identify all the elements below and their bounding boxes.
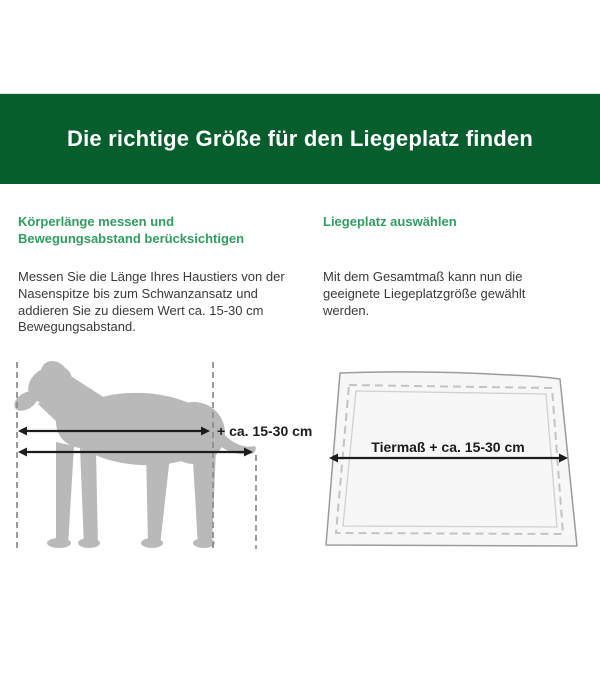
movement-allowance-label: + ca. 15-30 cm	[217, 423, 313, 439]
right-body-line-1: Mit dem Gesamtmaß kann nun die	[323, 269, 523, 284]
left-heading-line-2: Bewegungsabstand berücksichtigen	[18, 231, 245, 246]
right-column-heading	[323, 213, 583, 230]
right-column-body	[323, 269, 585, 319]
left-column-heading	[18, 213, 298, 247]
left-heading-line-1: Körperlänge messen und	[18, 214, 175, 229]
right-body-line-2: geeignete Liegeplatzgröße gewählt	[323, 285, 526, 301]
mat-size-label: Tiermaß + ca. 15-30 cm	[371, 439, 525, 455]
mat-size-diagram	[310, 355, 590, 565]
left-body-line-4: Bewegungsabstand.	[18, 319, 136, 335]
dog-measure-diagram	[10, 358, 270, 558]
right-heading-line-1: Liegeplatz auswählen	[323, 214, 457, 229]
left-body-line-1: Messen Sie die Länge Ihres Haustiers von der	[18, 269, 285, 284]
page-title: Die richtige Größe für den Liegeplatz finden	[67, 126, 533, 151]
right-body-line-3: werden.	[323, 302, 370, 318]
left-body-line-2: Nasenspitze bis zum Schwanzansatz und	[18, 285, 258, 301]
left-body-line-3: addieren Sie zu diesem Wert ca. 15-30 cm	[18, 302, 264, 318]
left-column-body	[18, 269, 300, 336]
title-banner	[0, 93, 600, 184]
